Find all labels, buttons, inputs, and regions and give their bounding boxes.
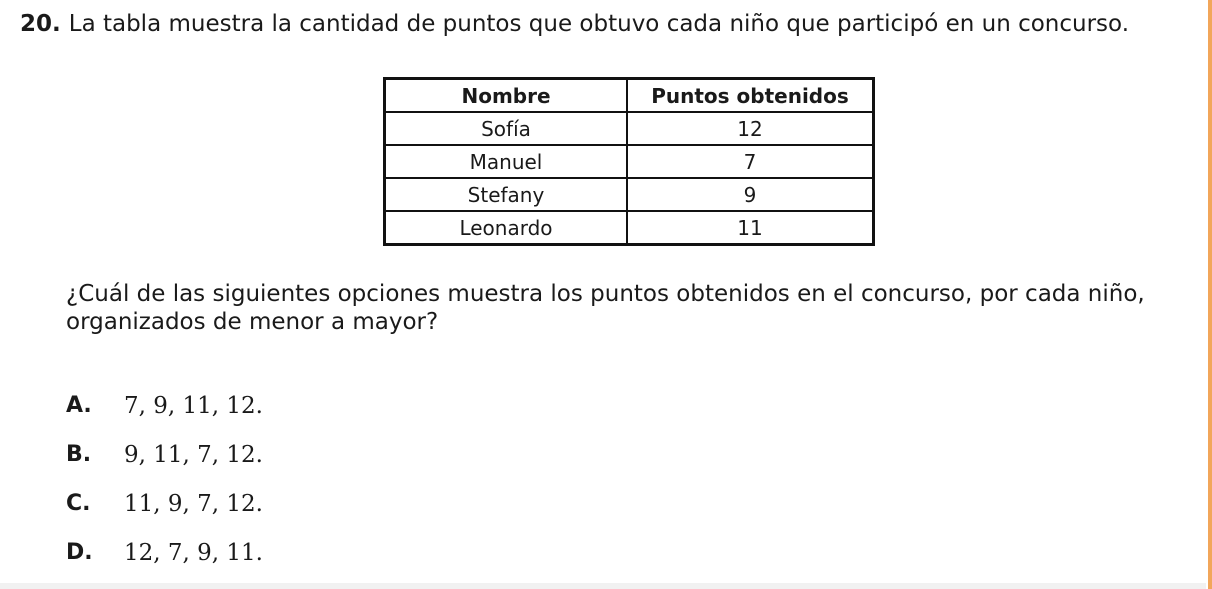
option-text: 11, 9, 7, 12. xyxy=(124,491,263,517)
option-text: 7, 9, 11, 12. xyxy=(124,393,263,419)
cell-points: 7 xyxy=(627,145,874,178)
page-edge-stripe xyxy=(1208,0,1212,589)
table-header-row xyxy=(385,79,874,113)
cell-points: 11 xyxy=(627,211,874,245)
answer-options xyxy=(66,390,263,586)
cell-name: Sofía xyxy=(385,112,628,145)
cell-name: Manuel xyxy=(385,145,628,178)
option-letter: B. xyxy=(66,442,92,467)
table-row xyxy=(385,145,874,178)
option-text: 12, 7, 9, 11. xyxy=(124,540,263,566)
header-name: Nombre xyxy=(385,79,628,113)
question-prompt: ¿Cuál de las siguientes opciones muestra los puntos obtenidos en el concurso, por cada niño, organizados de menor a mayor? xyxy=(66,281,1145,335)
option-letter: D. xyxy=(66,540,93,565)
table-row xyxy=(385,211,874,245)
question-number: 20. xyxy=(20,11,61,37)
question-stem xyxy=(20,8,1129,40)
option-letter: C. xyxy=(66,491,91,516)
table-row xyxy=(385,112,874,145)
cell-points: 9 xyxy=(627,178,874,211)
cell-name: Stefany xyxy=(385,178,628,211)
points-table xyxy=(383,77,875,246)
option-a[interactable] xyxy=(66,390,263,439)
option-b[interactable] xyxy=(66,439,263,488)
table-row xyxy=(385,178,874,211)
cell-name: Leonardo xyxy=(385,211,628,245)
option-text: 9, 11, 7, 12. xyxy=(124,442,263,468)
header-points: Puntos obtenidos xyxy=(627,79,874,113)
option-d[interactable] xyxy=(66,537,263,586)
option-letter: A. xyxy=(66,393,92,418)
option-c[interactable] xyxy=(66,488,263,537)
question-stem-text: La tabla muestra la cantidad de puntos que obtuvo cada niño que participó en un concurso. xyxy=(68,11,1130,37)
cell-points: 12 xyxy=(627,112,874,145)
